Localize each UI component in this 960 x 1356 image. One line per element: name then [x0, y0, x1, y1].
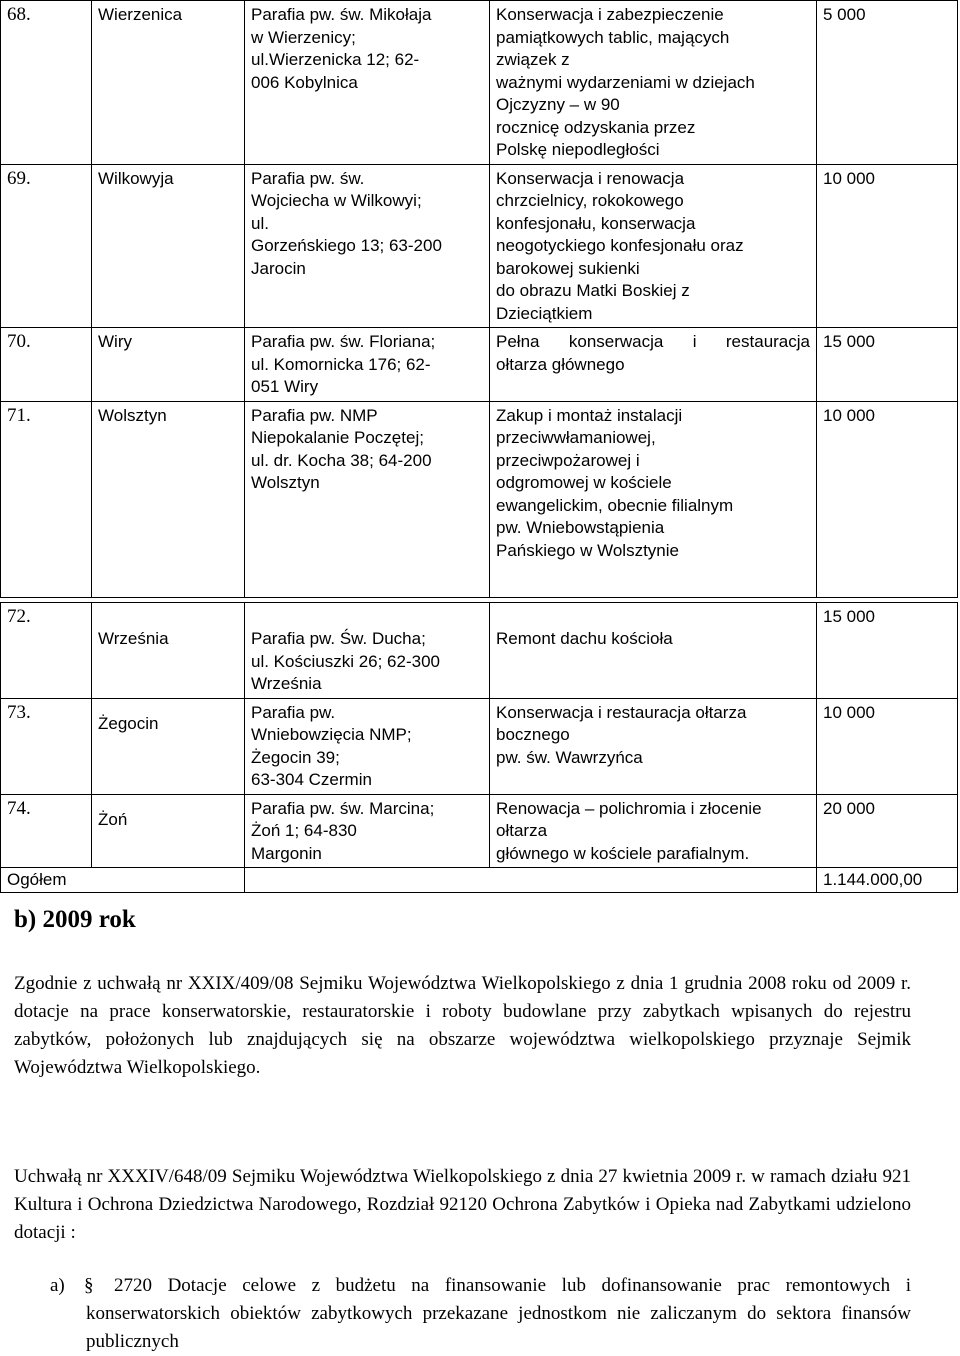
list-item-text: 2720 Dotacje celowe z budżetu na finansowanie lub dofinansowanie prac remontowych i konserwatorskich obiektów zabytkowych przekazane jednostkom nie zaliczanym do sektora finansów publicznych — [86, 1275, 911, 1352]
task-cell: Pełna konserwacja i restauracja ołtarza głównego — [490, 328, 817, 402]
parish-cell: Parafia pw. św. Floriana; ul. Komornicka 176; 62- 051 Wiry — [245, 328, 490, 402]
amount-cell: 10 000 — [817, 401, 958, 597]
amount-cell: 10 000 — [817, 164, 958, 328]
place-cell: Września — [92, 603, 245, 699]
total-spacer — [245, 868, 817, 893]
amount-cell: 20 000 — [817, 794, 958, 868]
parish-cell: Parafia pw. św. Wojciecha w Wilkowyi; ul. Gorzeńskiego 13; 63-200 Jarocin — [245, 164, 490, 328]
table-row — [1, 603, 958, 699]
grants-table-continued-2 — [0, 602, 958, 893]
total-row — [1, 868, 958, 893]
row-number: 72. — [1, 603, 92, 699]
place-cell: Wilkowyja — [92, 164, 245, 328]
table-row — [1, 698, 958, 794]
parish-cell: Parafia pw. Św. Ducha; ul. Kościuszki 26; 62-300 Września — [245, 603, 490, 699]
paragraph-resolution-2009: Uchwałą nr XXXIV/648/09 Sejmiku Województwa Wielkopolskiego z dnia 27 kwietnia 2009 r. w ramach działu 921 Kultura i Ochrona Dziedzictwa Narodowego, Rozdział 92120 Ochrona Zabytków i Opieka nad Zabytkami udzielono dotacji : — [14, 1166, 911, 1243]
amount-cell: 15 000 — [817, 603, 958, 699]
place-cell: Żegocin — [92, 698, 245, 794]
amount-cell: 5 000 — [817, 1, 958, 165]
task-cell: Remont dachu kościoła — [490, 603, 817, 699]
table-row — [1, 794, 958, 868]
table-row — [1, 401, 958, 597]
task-cell: Konserwacja i zabezpieczenie pamiątkowych tablic, mających związek z ważnymi wydarzeniami w dziejach Ojczyzny – w 90 rocznicę odzyskania przez Polskę niepodległości — [490, 1, 817, 165]
table-row — [1, 328, 958, 402]
place-cell: Wiry — [92, 328, 245, 402]
paragraph-resolution-2008: Zgodnie z uchwałą nr XXIX/409/08 Sejmiku Województwa Wielkopolskiego z dnia 1 grudnia 2008 roku od 2009 r. dotacje na prace konserwatorskie, restauratorskie i roboty budowlane przy zabytkach wpisanych do rejestru zabytków, położonych lub znajdujących się na obszarze województwa wielkopolskiego przyznaje Sejmik Województwa Wielkopolskiego. — [14, 973, 911, 1078]
grants-table-continued — [0, 0, 958, 598]
total-label: Ogółem — [1, 868, 245, 893]
task-cell: Konserwacja i renowacja chrzcielnicy, rokokowego konfesjonału, konserwacja neogotyckiego konfesjonału oraz barokowej sukienki do obrazu Matki Boskiej z Dzieciątkiem — [490, 164, 817, 328]
parish-cell: Parafia pw. św. Mikołaja w Wierzenicy; ul.Wierzenicka 12; 62- 006 Kobylnica — [245, 1, 490, 165]
table-row — [1, 164, 958, 328]
list-marker: a) — [50, 1275, 65, 1296]
place-cell: Wolsztyn — [92, 401, 245, 597]
parish-cell: Parafia pw. św. Marcina; Żoń 1; 64-830 Margonin — [245, 794, 490, 868]
place-cell: Żoń — [92, 794, 245, 868]
table-row — [1, 1, 958, 165]
parish-cell: Parafia pw. NMP Niepokalanie Poczętej; ul. dr. Kocha 38; 64-200 Wolsztyn — [245, 401, 490, 597]
task-cell: Konserwacja i restauracja ołtarza bocznego pw. św. Wawrzyńca — [490, 698, 817, 794]
row-number: 70. — [1, 328, 92, 402]
list-item — [50, 1272, 911, 1356]
row-number: 74. — [1, 794, 92, 868]
task-cell: Renowacja – polichromia i złocenie ołtarza głównego w kościele parafialnym. — [490, 794, 817, 868]
total-value: 1.144.000,00 — [817, 868, 958, 893]
row-number: 69. — [1, 164, 92, 328]
row-number: 71. — [1, 401, 92, 597]
parish-cell: Parafia pw. Wniebowzięcia NMP; Żegocin 39; 63-304 Czermin — [245, 698, 490, 794]
paragraph-sign-icon: § — [84, 1275, 94, 1296]
row-number: 68. — [1, 1, 92, 165]
section-heading: b) 2009 rok — [14, 906, 136, 933]
amount-cell: 10 000 — [817, 698, 958, 794]
amount-cell: 15 000 — [817, 328, 958, 402]
row-number: 73. — [1, 698, 92, 794]
place-cell: Wierzenica — [92, 1, 245, 165]
task-cell: Zakup i montaż instalacji przeciwwłamaniowej, przeciwpożarowej i odgromowej w kościele ewangelickim, obecnie filialnym pw. Wniebowstąpienia Pańskiego w Wolsztynie — [490, 401, 817, 597]
